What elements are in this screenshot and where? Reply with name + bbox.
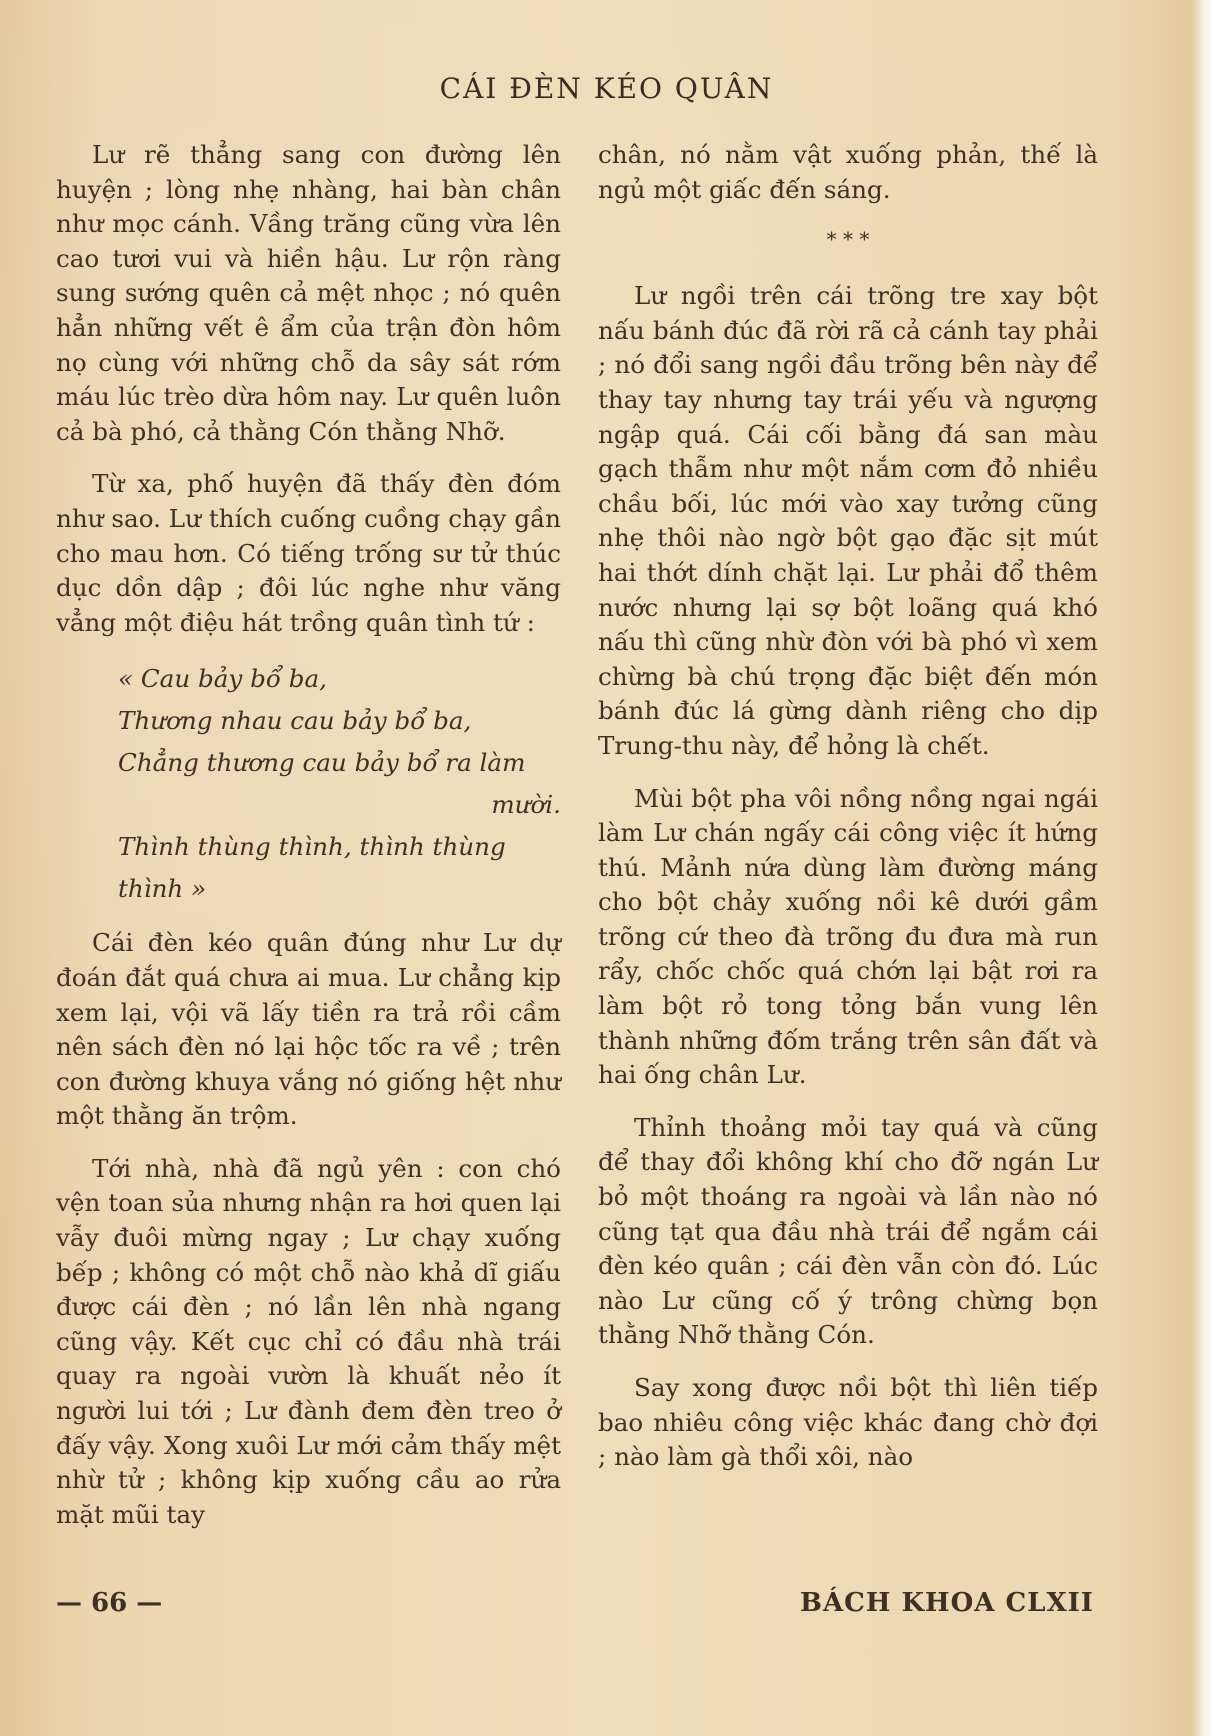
page-number: — 66 — xyxy=(56,1588,163,1618)
paragraph: Tới nhà, nhà đã ngủ yên : con chó vện toan sủa nhưng nhận ra hơi quen lại vẫy đuôi mừng ngay ; Lư chạy xuống bếp ; không có một chỗ nào khả dĩ giấu được cái đèn ; nó lần lên nhà ngang cũng vậy. Kết cục chỉ có đầu nhà trái quay ra ngoài vườn là khuất nẻo ít người lui tới ; Lư đành đem đèn treo ở đấy vậy. Xong xuôi Lư mới cảm thấy mệt nhừ tử ; không kịp xuống cầu ao rửa mặt mũi tay xyxy=(56,1153,561,1529)
paragraph: Mùi bột pha vôi nồng nồng ngai ngái làm Lư chán ngấy cái công việc ít hứng thú. Mảnh nứa dùng làm đường máng cho bột chảy xuống nồi kê dưới gầm trõng cứ theo đà trõng đu đưa mà run rẩy, chốc chốc quá chớn lại bật rơi ra làm bột rỏ tong tỏng bắn vung lên thành những đốm trắng trên sân đất và hai ống chân Lư. xyxy=(598,783,1098,1090)
paragraph: Say xong được nồi bột thì liên tiếp bao nhiêu công việc khác đang chờ đợi ; nào làm gà thổi xôi, nào xyxy=(598,1373,1098,1472)
paragraph: Lư rẽ thẳng sang con đường lên huyện ; lòng nhẹ nhàng, hai bàn chân như mọc cánh. Vầng trăng cũng vừa lên cao tươi vui và hiền hậu. Lư rộn ràng sung sướng quên cả mệt nhọc ; nó quên hẳn những vết ê ẩm của trận đòn hôm nọ cùng với những chỗ da sây sát rớm máu lúc trèo dừa hôm nay. Lư quên luôn cả bà phó, cả thằng Cón thằng Nhỡ. xyxy=(56,140,561,446)
left-column xyxy=(56,138,561,1550)
verse-block xyxy=(118,658,561,910)
paragraph: chân, nó nằm vật xuống phản, thế là ngủ một giấc đến sáng. xyxy=(598,140,1098,204)
right-column xyxy=(598,138,1098,1493)
magazine-issue: BÁCH KHOA CLXII xyxy=(800,1588,1094,1618)
paragraph: Lư ngồi trên cái trõng tre xay bột nấu bánh đúc đã rời rã cả cánh tay phải ; nó đổi sang ngồi đầu trõng bên này để thay tay nhưng tay trái yếu và ngượng ngập quá. Cái cối bằng đá san màu gạch thẫm như một nắm cơm đỏ nhiều chầu bối, lúc mới vào xay tưởng cũng nhẹ thôi nào ngờ bột gạo đặc sịt mút hai thớt dính chặt lại. Lư phải đổ thêm nước nhưng lại sợ bột loãng quá khó nấu thì cũng nhừ đòn với bà phó vì xem chừng bà chú trọng đặc biệt đến món bánh đúc lá gừng dành riêng cho dịp Trung-thu này, để hỏng là chết. xyxy=(598,281,1098,760)
verse-line: Thương nhau cau bảy bổ ba, xyxy=(118,706,472,736)
verse-line: mười. xyxy=(491,790,561,820)
paragraph: Thỉnh thoảng mỏi tay quá và cũng để thay đổi không khí cho đỡ ngán Lư bỏ một thoáng ra ngoài và lần nào nó cũng tạt qua đầu nhà trái để ngắm cái đèn kéo quân ; cái đèn vẫn còn đó. Lúc nào Lư cũng cố ý trông chừng bọn thằng Nhỡ thằng Cón. xyxy=(598,1112,1098,1350)
paragraph: Cái đèn kéo quân đúng như Lư dự đoán đắt quá chưa ai mua. Lư chẳng kịp xem lại, vội vã lấy tiền ra trả rồi cầm nên sách đèn nó lại hộc tốc ra về ; trên con đường khuya vắng nó giống hệt như một thằng ăn trộm. xyxy=(56,928,561,1131)
torn-page-edge xyxy=(1191,0,1213,1736)
paragraph: Từ xa, phố huyện đã thấy đèn đóm như sao. Lư thích cuống cuồng chạy gần cho mau hơn. Có tiếng trống sư tử thúc dục dồn dập ; đôi lúc nghe như văng vẳng một điệu hát trồng quân tình tứ : xyxy=(56,469,561,637)
verse-line: Chẳng thương cau bảy bổ ra làm xyxy=(118,748,526,778)
running-head: CÁI ĐÈN KÉO QUÂN xyxy=(439,72,774,105)
verse-line: « Cau bảy bổ ba, xyxy=(118,664,327,694)
verse-line: Thình thùng thình, thình thùng thình » xyxy=(118,832,506,904)
section-break-stars: * * * xyxy=(826,227,870,252)
